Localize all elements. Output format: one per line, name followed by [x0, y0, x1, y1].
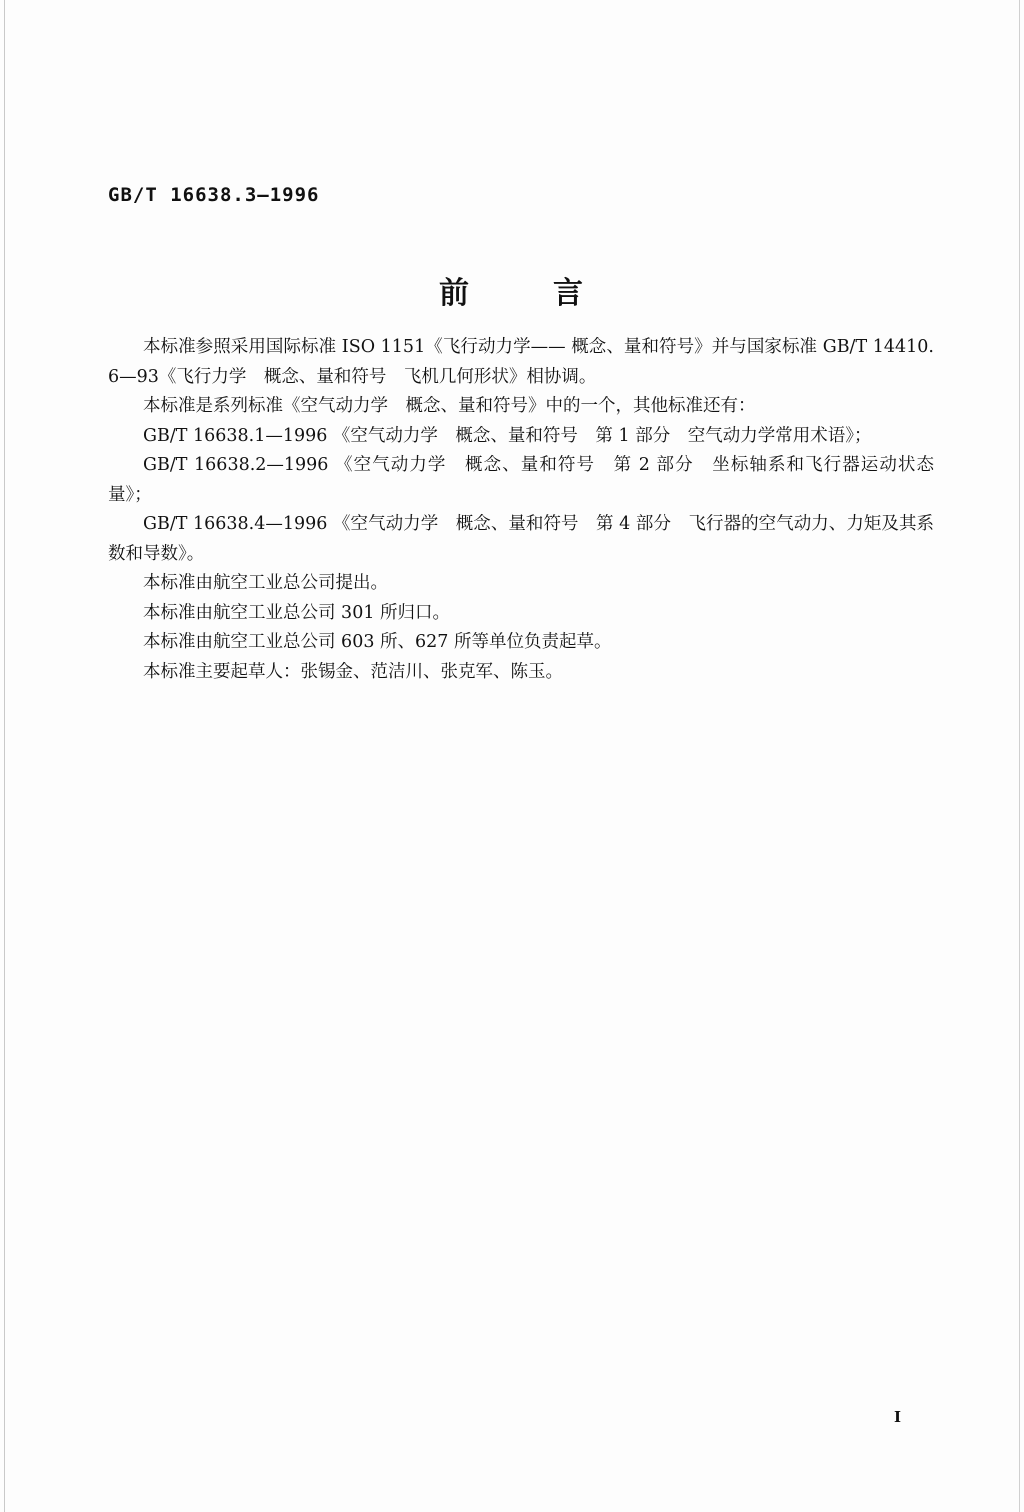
paragraph-management: 本标准由航空工业总公司 301 所归口。: [143, 602, 451, 623]
scan-edge-right: [1019, 0, 1020, 1512]
paragraph-part-1: GB/T 16638.1—1996 《空气动力学 概念、量和符号 第 1 部分 空气动力学常用术语》；: [143, 425, 872, 446]
paragraph-drafting-units: 本标准由航空工业总公司 603 所、627 所等单位负责起草。: [143, 632, 612, 652]
paragraph-series-intro: 本标准是系列标准《空气动力学 概念、量和符号》中的一个，其他标准还有：: [143, 396, 756, 416]
scan-edge-left: [4, 0, 5, 1512]
title-char-1: 前: [439, 276, 471, 311]
paragraph-drafters: 本标准主要起草人：张锡金、范洁川、张克军、陈玉。: [143, 661, 563, 682]
page-number: I: [894, 1408, 902, 1426]
paragraph-part-4: GB/T 16638.4—1996 《空气动力学 概念、量和符号 第 4 部分 飞行器的空气动力、力矩及其系数和导数》。: [108, 514, 934, 564]
standard-number-header: GB/T 16638.3—1996: [108, 184, 320, 206]
paragraph-adoption: 本标准参照采用国际标准 ISO 1151《飞行动力学—— 概念、量和符号》并与国家标准 GB/T 14410.6—93《飞行力学 概念、量和符号 飞机几何形状》相协调。: [108, 337, 934, 387]
paragraph-part-2: GB/T 16638.2—1996 《空气动力学 概念、量和符号 第 2 部分 坐标轴系和飞行器运动状态量》；: [108, 455, 934, 505]
paragraph-proposer: 本标准由航空工业总公司提出。: [143, 573, 388, 593]
preface-body: [108, 333, 934, 687]
title-char-2: 言: [553, 276, 585, 311]
page-title: [0, 268, 1024, 312]
